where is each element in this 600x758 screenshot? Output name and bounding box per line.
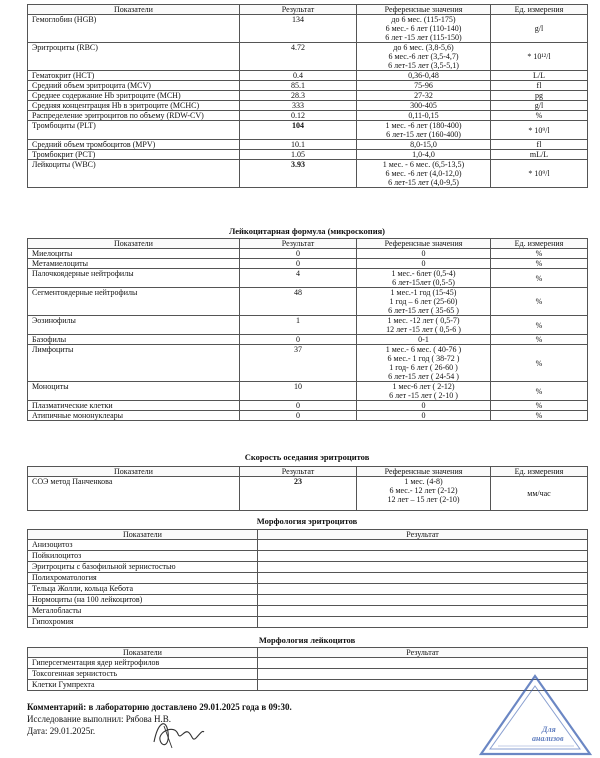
esr-table xyxy=(27,466,588,511)
lab-stamp xyxy=(478,672,593,758)
cbc-name: Тромбокрит (PCT) xyxy=(28,150,240,160)
cbc-result: 28.3 xyxy=(240,91,357,101)
rbc-morph-name: Полихроматология xyxy=(28,573,258,584)
cbc-name: Средний объем тромбоцитов (MPV) xyxy=(28,140,240,150)
leuko-ref-line: 0 xyxy=(421,259,426,268)
leuko-ref xyxy=(357,345,491,382)
rbc-morph-name: Анизоцитоз xyxy=(28,540,258,551)
cbc-name: Лейкоциты (WBC) xyxy=(28,160,240,188)
rbc-morph-header-row xyxy=(28,530,588,540)
esr-header-row xyxy=(28,467,588,477)
leuko-ref xyxy=(357,288,491,316)
cbc-unit: * 10¹²/l xyxy=(491,43,588,71)
cbc-ref-line: 300-405 xyxy=(410,101,437,110)
leuko-unit: % xyxy=(491,259,588,269)
cbc-row xyxy=(28,81,588,91)
cbc-header-cell: Референсные значения xyxy=(357,5,491,15)
cbc-result: 3.93 xyxy=(240,160,357,188)
cbc-name: Гемоглобин (HGB) xyxy=(28,15,240,43)
cbc-ref-line: 0,11-0,15 xyxy=(408,111,439,120)
comment-label: Комментарий: xyxy=(27,702,87,712)
cbc-result: 104 xyxy=(240,121,357,140)
leuko-ref xyxy=(357,382,491,401)
leuko-row xyxy=(28,269,588,288)
leuko-result: 1 xyxy=(240,316,357,335)
leuko-ref-line: 6 мес.- 1 год ( 38-72 ) xyxy=(387,354,460,363)
cbc-result: 0.4 xyxy=(240,71,357,81)
leuko-ref-line: 0 xyxy=(421,401,426,410)
leuko-row xyxy=(28,345,588,382)
leuko-result: 0 xyxy=(240,259,357,269)
cbc-row xyxy=(28,121,588,140)
esr-ref-line: 6 мес.- 12 лет (2-12) xyxy=(389,486,458,495)
cbc-ref xyxy=(357,71,491,81)
cbc-ref-line: 6 лет-15 лет (160-400) xyxy=(386,130,461,139)
leuko-row xyxy=(28,382,588,401)
cbc-ref-line: до 6 мес. (3,8-5,6) xyxy=(393,43,454,52)
cbc-table xyxy=(27,4,588,188)
leuko-ref-line: 1 мес.- 6лет (0,5-4) xyxy=(391,269,456,278)
leuko-header-row xyxy=(28,239,588,249)
leuko-row xyxy=(28,411,588,421)
cbc-row xyxy=(28,111,588,121)
leuko-name: Атипичные мононуклеары xyxy=(28,411,240,421)
cbc-unit: * 10⁹/l xyxy=(491,121,588,140)
performer-line: Исследование выполнил: Рябова Н.В. xyxy=(27,714,172,724)
rbc-morph-result xyxy=(258,584,588,595)
leuko-unit: % xyxy=(491,288,588,316)
leuko-unit: % xyxy=(491,411,588,421)
cbc-header-row xyxy=(28,5,588,15)
rbc-morph-name: Эритроциты с базофильной зернистостью xyxy=(28,562,258,573)
rbc-morph-name: Пойкилоцитоз xyxy=(28,551,258,562)
cbc-ref xyxy=(357,15,491,43)
leuko-header-cell: Результат xyxy=(240,239,357,249)
rbc-morph-row xyxy=(28,540,588,551)
leuko-unit: % xyxy=(491,316,588,335)
esr-header-cell: Результат xyxy=(240,467,357,477)
leuko-ref-line: 12 лет -15 лет ( 0,5-6 ) xyxy=(386,325,461,334)
cbc-name: Среднее содержание Hb эритроците (MCH) xyxy=(28,91,240,101)
leuko-row xyxy=(28,259,588,269)
rbc-morph-row xyxy=(28,551,588,562)
rbc-morph-result xyxy=(258,606,588,617)
rbc-morph-row xyxy=(28,606,588,617)
leuko-unit: % xyxy=(491,249,588,259)
esr-ref-line: 1 мес. (4-8) xyxy=(404,477,443,486)
rbc-morph-row xyxy=(28,584,588,595)
rbc-morph-table xyxy=(27,529,588,628)
leuko-ref xyxy=(357,269,491,288)
cbc-ref-line: 6 лет-15 лет (4,0-9,5) xyxy=(388,178,459,187)
leuko-ref-line: 6 лет-15 лет ( 24-54 ) xyxy=(388,372,459,381)
cbc-ref-line: 6 мес.- 6 лет (110-140) xyxy=(385,24,462,33)
leuko-name: Эозинофилы xyxy=(28,316,240,335)
rbc-morph-name: Мегалобласты xyxy=(28,606,258,617)
leuko-name: Базофилы xyxy=(28,335,240,345)
rbc-morph-header-cell: Показатели xyxy=(28,530,258,540)
leuko-header-cell: Референсные значения xyxy=(357,239,491,249)
leuko-ref-line: 6 лет-15лет (0,5-5) xyxy=(392,278,455,287)
cbc-ref-line: 1,0-4,0 xyxy=(412,150,435,159)
leuko-name: Палочкоядерные нейтрофилы xyxy=(28,269,240,288)
cbc-header-cell: Результат xyxy=(240,5,357,15)
rbc-morph-result xyxy=(258,573,588,584)
leuko-ref-line: 1 мес.- 6 мес. ( 40-76 ) xyxy=(385,345,462,354)
rbc-morph-section-title: Морфология эритроцитов xyxy=(256,516,358,526)
wbc-morph-result xyxy=(258,658,588,669)
cbc-ref xyxy=(357,81,491,91)
leuko-ref-line: 6 лет-15 лет ( 35-65 ) xyxy=(388,306,459,315)
cbc-name: Эритроциты (RBC) xyxy=(28,43,240,71)
leuko-unit: % xyxy=(491,382,588,401)
cbc-ref xyxy=(357,140,491,150)
cbc-ref xyxy=(357,121,491,140)
cbc-ref-line: 27-32 xyxy=(414,91,433,100)
rbc-morph-header-cell: Результат xyxy=(258,530,588,540)
rbc-morph-result xyxy=(258,551,588,562)
esr-ref xyxy=(357,477,491,511)
esr-result: 23 xyxy=(240,477,357,511)
leuko-section-title: Лейкоцитарная формула (микроскопия) xyxy=(228,226,386,236)
wbc-morph-name: Клетки Гумпрехта xyxy=(28,680,258,691)
cbc-result: 10.1 xyxy=(240,140,357,150)
stamp-line-1: Для xyxy=(542,725,556,734)
cbc-ref xyxy=(357,91,491,101)
cbc-ref-line: 8,0-15,0 xyxy=(410,140,437,149)
cbc-unit: * 10⁹/l xyxy=(491,160,588,188)
leuko-result: 10 xyxy=(240,382,357,401)
cbc-result: 134 xyxy=(240,15,357,43)
cbc-result: 4.72 xyxy=(240,43,357,71)
wbc-morph-name: Токсогенная зернистость xyxy=(28,669,258,680)
cbc-name: Гематокрит (HCT) xyxy=(28,71,240,81)
esr-row xyxy=(28,477,588,511)
leuko-result: 0 xyxy=(240,249,357,259)
cbc-result: 0.12 xyxy=(240,111,357,121)
date-line: Дата: 29.01.2025г. xyxy=(27,726,96,736)
cbc-row xyxy=(28,160,588,188)
esr-header-cell: Референсные значения xyxy=(357,467,491,477)
cbc-ref-line: 75-96 xyxy=(414,81,433,90)
leuko-row xyxy=(28,316,588,335)
cbc-unit: % xyxy=(491,111,588,121)
wbc-morph-row xyxy=(28,658,588,669)
leuko-result: 37 xyxy=(240,345,357,382)
cbc-unit: mL/L xyxy=(491,150,588,160)
rbc-morph-row xyxy=(28,595,588,606)
leuko-row xyxy=(28,288,588,316)
esr-ref-line: 12 лет – 15 лет (2-10) xyxy=(387,495,460,504)
cbc-header-cell: Ед. измерения xyxy=(491,5,588,15)
esr-header-cell: Ед. измерения xyxy=(491,467,588,477)
leuko-unit: % xyxy=(491,269,588,288)
cbc-unit: L/L xyxy=(491,71,588,81)
leuko-ref xyxy=(357,335,491,345)
leuko-header-cell: Ед. измерения xyxy=(491,239,588,249)
cbc-ref-line: 6 мес.-6 лет (3,5-4,7) xyxy=(388,52,459,61)
leuko-result: 0 xyxy=(240,335,357,345)
rbc-morph-row xyxy=(28,562,588,573)
leuko-ref xyxy=(357,249,491,259)
cbc-ref xyxy=(357,160,491,188)
comment-line xyxy=(27,702,292,712)
leuko-row xyxy=(28,401,588,411)
leuko-ref-line: 1 мес. -12 лет ( 0,5-7) xyxy=(387,316,460,325)
leuko-table xyxy=(27,238,588,421)
cbc-unit: fl xyxy=(491,140,588,150)
leuko-result: 4 xyxy=(240,269,357,288)
stamp-line-2: анализов xyxy=(532,734,564,743)
cbc-ref-line: 6 мес. -6 лет (4,0-12,0) xyxy=(385,169,462,178)
leuko-unit: % xyxy=(491,345,588,382)
leuko-name: Моноциты xyxy=(28,382,240,401)
cbc-ref-line: 1 мес. -6 лет (180-400) xyxy=(385,121,462,130)
leuko-name: Плазматические клетки xyxy=(28,401,240,411)
leuko-ref xyxy=(357,401,491,411)
leuko-ref-line: 6 лет -15 лет ( 2-10 ) xyxy=(389,391,458,400)
cbc-row xyxy=(28,15,588,43)
leuko-result: 48 xyxy=(240,288,357,316)
rbc-morph-name: Гипохромия xyxy=(28,617,258,628)
comment-text: в лабораторию доставлено 29.01.2025 года в 09:30. xyxy=(88,702,292,712)
cbc-row xyxy=(28,71,588,81)
leuko-row xyxy=(28,249,588,259)
cbc-ref xyxy=(357,101,491,111)
cbc-header-cell: Показатели xyxy=(28,5,240,15)
leuko-ref-line: 1 год- 6 лет ( 26-60 ) xyxy=(389,363,458,372)
cbc-ref-line: 6 лет-15 лет (3,5-5,1) xyxy=(388,61,459,70)
cbc-name: Распределение эритроцитов по объему (RDW-CV) xyxy=(28,111,240,121)
cbc-ref xyxy=(357,111,491,121)
cbc-result: 333 xyxy=(240,101,357,111)
wbc-morph-header-cell: Показатели xyxy=(28,648,258,658)
rbc-morph-name: Тельца Жолли, кольца Кебота xyxy=(28,584,258,595)
esr-header-cell: Показатели xyxy=(28,467,240,477)
rbc-morph-result xyxy=(258,562,588,573)
cbc-ref xyxy=(357,150,491,160)
cbc-unit: fl xyxy=(491,81,588,91)
cbc-unit: g/l xyxy=(491,15,588,43)
cbc-row xyxy=(28,140,588,150)
leuko-ref-line: 1 мес-6 лет ( 2-12) xyxy=(392,382,455,391)
cbc-row xyxy=(28,43,588,71)
esr-name: СОЭ метод Панченкова xyxy=(28,477,240,511)
cbc-name: Средняя концентрация Hb в эритроците (MCHC) xyxy=(28,101,240,111)
leuko-header-cell: Показатели xyxy=(28,239,240,249)
leuko-ref-line: 1 год – 6 лет (25-60) xyxy=(389,297,458,306)
wbc-morph-header-cell: Результат xyxy=(258,648,588,658)
cbc-name: Средний объем эритроцита (MCV) xyxy=(28,81,240,91)
leuko-result: 0 xyxy=(240,401,357,411)
cbc-ref-line: 0,36-0,48 xyxy=(408,71,439,80)
wbc-morph-header-row xyxy=(28,648,588,658)
leuko-ref-line: 0 xyxy=(421,249,426,258)
leuko-ref xyxy=(357,411,491,421)
cbc-row xyxy=(28,91,588,101)
rbc-morph-result xyxy=(258,540,588,551)
rbc-morph-result xyxy=(258,595,588,606)
cbc-ref xyxy=(357,43,491,71)
rbc-morph-name: Нормоциты (на 100 лейкоцитов) xyxy=(28,595,258,606)
rbc-morph-row xyxy=(28,573,588,584)
leuko-name: Миелоциты xyxy=(28,249,240,259)
esr-section-title: Скорость оседания эритроцитов xyxy=(244,452,370,462)
leuko-result: 0 xyxy=(240,411,357,421)
cbc-ref-line: 1 мес. - 6 мес. (6,5-13,5) xyxy=(382,160,465,169)
leuko-ref-line: 0 xyxy=(421,411,426,420)
leuko-row xyxy=(28,335,588,345)
cbc-row xyxy=(28,101,588,111)
leuko-ref xyxy=(357,316,491,335)
leuko-unit: % xyxy=(491,401,588,411)
signature xyxy=(148,712,208,752)
leuko-unit: % xyxy=(491,335,588,345)
cbc-result: 1.05 xyxy=(240,150,357,160)
cbc-ref-line: до 6 мес. (115-175) xyxy=(391,15,456,24)
cbc-result: 85.1 xyxy=(240,81,357,91)
rbc-morph-result xyxy=(258,617,588,628)
leuko-ref-line: 1 мес.-1 год (15-45) xyxy=(390,288,457,297)
wbc-morph-section-title: Морфология лейкоцитов xyxy=(258,635,356,645)
leuko-name: Метамиелоциты xyxy=(28,259,240,269)
leuko-name: Сегментоядерные нейтрофилы xyxy=(28,288,240,316)
rbc-morph-row xyxy=(28,617,588,628)
cbc-row xyxy=(28,150,588,160)
wbc-morph-name: Гиперсегментация ядер нейтрофилов xyxy=(28,658,258,669)
cbc-ref-line: 6 лет -15 лет (115-150) xyxy=(385,33,462,42)
cbc-unit: pg xyxy=(491,91,588,101)
esr-unit: мм/час xyxy=(491,477,588,511)
cbc-unit: g/l xyxy=(491,101,588,111)
leuko-ref-line: 0-1 xyxy=(418,335,429,344)
cbc-name: Тромбоциты (PLT) xyxy=(28,121,240,140)
leuko-name: Лимфоциты xyxy=(28,345,240,382)
leuko-ref xyxy=(357,259,491,269)
